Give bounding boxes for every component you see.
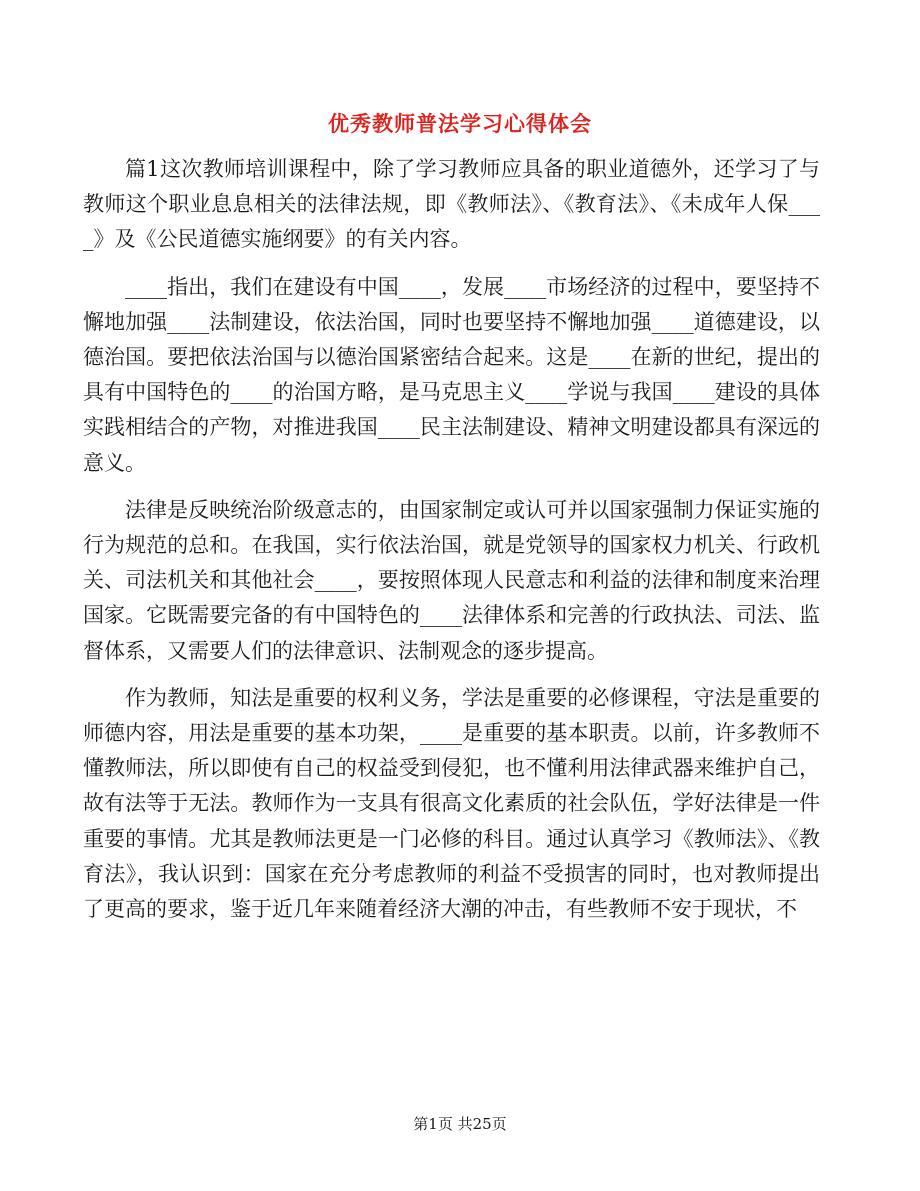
page-number-footer: 第1页 共25页: [413, 1115, 507, 1133]
document-body: [83, 152, 820, 939]
paragraph-2: ____指出，我们在建设有中国____，发展____市场经济的过程中，要坚持不懈地加强____法制建设，依法治国，同时也要坚持不懈地加强____道德建设，以德治国。要把依法治国与以德治国紧密结合起来。这是____在新的世纪，提出的具有中国特色的____的治国方略，是马克思主义____学说与我国____建设的具体实践相结合的产物，对推进我国____民主法制建设、精神文明建设都具有深远的意义。: [83, 274, 820, 475]
paragraph-4: 作为教师，知法是重要的权利义务，学法是重要的必修课程，守法是重要的师德内容，用法是重要的基本功架，____是重要的基本职责。以前，许多教师不懂教师法，所以即使有自己的权益受到侵犯，也不懂利用法律武器来维护自己，故有法等于无法。教师作为一支具有很高文化素质的社会队伍，学好法律是一件重要的事情。尤其是教师法更是一门必修的科目。通过认真学习《教师法》、《教育法》，我认识到：国家在充分考虑教师的利益不受损害的同时，也对教师提出了更高的要求，鉴于近几年来随着经济大潮的冲击，有些教师不安于现状，不: [83, 685, 820, 922]
paragraph-1: 篇1这次教师培训课程中，除了学习教师应具备的职业道德外，还学习了与教师这个职业息息相关的法律法规，即《教师法》、《教育法》、《未成年人保____》及《公民道德实施纲要》的有关内容。: [83, 157, 820, 252]
document-title: 优秀教师普法学习心得体会: [328, 111, 592, 136]
paragraph-3: 法律是反映统治阶级意志的，由国家制定或认可并以国家强制力保证实施的行为规范的总和。在我国，实行依法治国，就是党领导的国家权力机关、行政机关、司法机关和其他社会____，要按照体现人民意志和利益的法律和制度来治理国家。它既需要完备的有中国特色的____法律体系和完善的行政执法、司法、监督体系，又需要人们的法律意识、法制观念的逐步提高。: [83, 497, 820, 663]
